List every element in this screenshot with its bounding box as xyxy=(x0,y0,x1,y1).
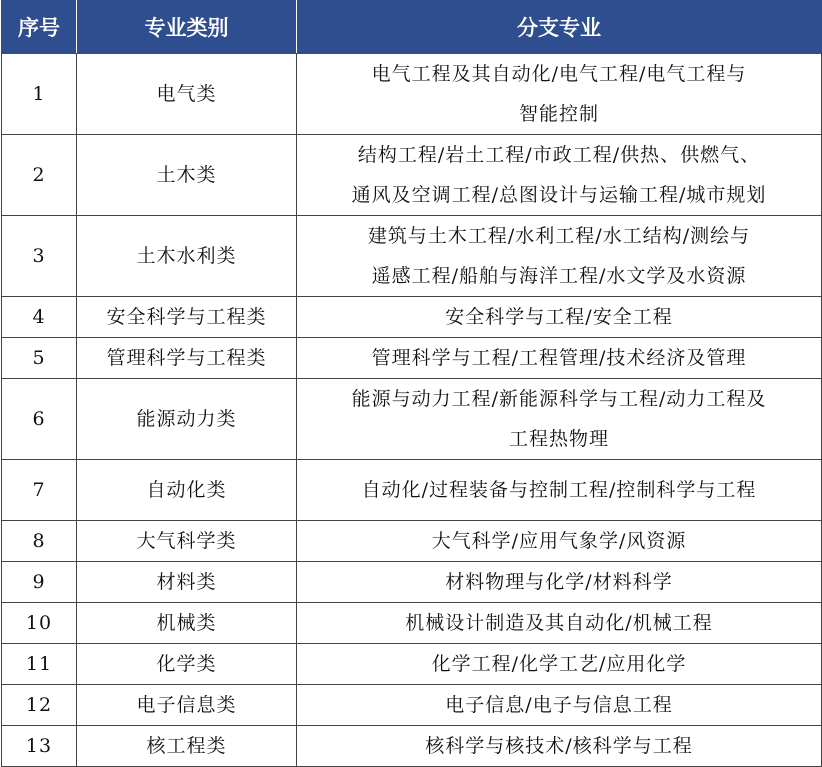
row-seq: 9 xyxy=(2,562,77,603)
row-seq: 10 xyxy=(2,603,77,644)
row-branch xyxy=(297,521,822,562)
row-branch xyxy=(297,726,822,767)
branch-line: 建筑与土木工程/水利工程/水工结构/测绘与 xyxy=(367,225,751,247)
table-body xyxy=(2,54,822,767)
row-category: 核工程类 xyxy=(77,726,297,767)
row-branch xyxy=(297,297,822,338)
branch-line: 材料物理与化学/材料科学 xyxy=(445,571,673,593)
table-row xyxy=(2,54,822,135)
branch-line: 自动化/过程装备与控制工程/控制科学与工程 xyxy=(361,479,757,501)
row-seq: 11 xyxy=(2,644,77,685)
row-seq: 8 xyxy=(2,521,77,562)
row-branch xyxy=(297,54,822,135)
row-category: 自动化类 xyxy=(77,460,297,521)
header-seq: 序号 xyxy=(2,1,77,54)
branch-line: 电气工程及其自动化/电气工程/电气工程与 xyxy=(371,63,747,85)
table-row xyxy=(2,603,822,644)
table-row xyxy=(2,644,822,685)
row-category: 化学类 xyxy=(77,644,297,685)
branch-line: 结构工程/岩土工程/市政工程/供热、供燃气、 xyxy=(357,144,761,166)
header-row xyxy=(2,1,822,54)
branch-line: 通风及空调工程/总图设计与运输工程/城市规划 xyxy=(351,184,767,206)
row-branch xyxy=(297,460,822,521)
branch-line: 机械设计制造及其自动化/机械工程 xyxy=(405,612,713,634)
branch-line: 智能控制 xyxy=(518,103,599,125)
branch-line: 电子信息/电子与信息工程 xyxy=(445,694,673,716)
row-category: 土木类 xyxy=(77,135,297,216)
row-seq: 1 xyxy=(2,54,77,135)
branch-line: 能源与动力工程/新能源科学与工程/动力工程及 xyxy=(351,388,767,410)
majors-table xyxy=(1,0,822,767)
row-category: 安全科学与工程类 xyxy=(77,297,297,338)
row-category: 管理科学与工程类 xyxy=(77,338,297,379)
row-category: 机械类 xyxy=(77,603,297,644)
branch-line: 大气科学/应用气象学/风资源 xyxy=(431,530,687,552)
branch-line: 遥感工程/船舶与海洋工程/水文学及水资源 xyxy=(371,265,747,287)
header-category: 专业类别 xyxy=(77,1,297,54)
row-category: 能源动力类 xyxy=(77,379,297,460)
row-branch xyxy=(297,562,822,603)
row-seq: 3 xyxy=(2,216,77,297)
row-category: 大气科学类 xyxy=(77,521,297,562)
table-row xyxy=(2,297,822,338)
table-row xyxy=(2,216,822,297)
row-seq: 2 xyxy=(2,135,77,216)
table-row xyxy=(2,379,822,460)
branch-line: 核科学与核技术/核科学与工程 xyxy=(425,735,693,757)
row-seq: 12 xyxy=(2,685,77,726)
table-row xyxy=(2,521,822,562)
branch-line: 安全科学与工程/安全工程 xyxy=(445,306,673,328)
row-branch xyxy=(297,135,822,216)
row-seq: 7 xyxy=(2,460,77,521)
row-category: 材料类 xyxy=(77,562,297,603)
table-row xyxy=(2,685,822,726)
row-category: 电气类 xyxy=(77,54,297,135)
row-seq: 13 xyxy=(2,726,77,767)
branch-line: 管理科学与工程/工程管理/技术经济及管理 xyxy=(371,347,747,369)
row-category: 电子信息类 xyxy=(77,685,297,726)
table-row xyxy=(2,460,822,521)
row-branch xyxy=(297,685,822,726)
row-seq: 6 xyxy=(2,379,77,460)
header-branch: 分支专业 xyxy=(297,1,822,54)
branch-line: 化学工程/化学工艺/应用化学 xyxy=(431,653,687,675)
row-branch xyxy=(297,338,822,379)
row-branch xyxy=(297,644,822,685)
row-seq: 4 xyxy=(2,297,77,338)
row-branch xyxy=(297,379,822,460)
branch-line: 工程热物理 xyxy=(508,428,609,450)
table-row xyxy=(2,338,822,379)
table-row xyxy=(2,562,822,603)
row-branch xyxy=(297,216,822,297)
table-row xyxy=(2,726,822,767)
table-row xyxy=(2,135,822,216)
row-branch xyxy=(297,603,822,644)
row-category: 土木水利类 xyxy=(77,216,297,297)
row-seq: 5 xyxy=(2,338,77,379)
